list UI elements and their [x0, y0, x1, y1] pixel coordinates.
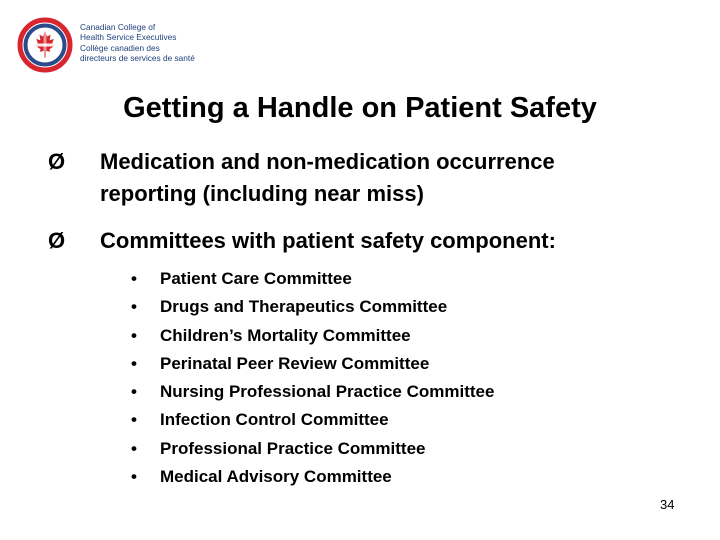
committee-name: Nursing Professional Practice Committee: [160, 382, 495, 402]
college-name-line-3: Collège canadien des: [80, 42, 160, 53]
college-logo: [16, 16, 195, 74]
committee-name: Children’s Mortality Committee: [160, 325, 411, 345]
list-item: [128, 322, 494, 350]
list-item: [128, 350, 494, 378]
page-number: 34: [660, 497, 675, 512]
list-item: [128, 293, 494, 321]
committee-name: Patient Care Committee: [160, 269, 352, 288]
arrow-bullet-icon: Ø: [48, 228, 66, 253]
bullet-line: Committees with patient safety component:: [100, 228, 556, 253]
list-item: [128, 435, 494, 463]
committee-name: Infection Control Committee: [160, 410, 389, 430]
list-item: [128, 378, 494, 406]
bullet-line: Medication and non-medication occurrence: [100, 149, 555, 174]
college-name-line-1: Canadian College of: [80, 22, 156, 32]
bullet-dot-icon: •: [131, 467, 137, 487]
bullet-dot-icon: •: [131, 410, 137, 430]
college-name: [80, 22, 195, 63]
bullet-dot-icon: •: [131, 382, 137, 402]
list-item: [128, 265, 494, 293]
list-item: [128, 463, 494, 491]
college-name-line-4: directeurs de services de santé: [80, 52, 195, 63]
arrow-bullet-icon: Ø: [48, 149, 66, 174]
bullet-dot-icon: •: [131, 297, 137, 317]
maple-leaf-emblem-icon: [16, 16, 76, 74]
bullet-dot-icon: •: [131, 353, 137, 373]
bullet-text: [100, 225, 556, 257]
committee-name: Professional Practice Committee: [160, 438, 426, 458]
bullet-dot-icon: •: [131, 438, 137, 458]
bullet-text: [100, 146, 555, 210]
list-item: [128, 406, 494, 434]
committee-name: Drugs and Therapeutics Committee: [160, 297, 448, 317]
slide-title: Getting a Handle on Patient Safety: [123, 92, 597, 124]
college-name-line-2: Health Service Executives: [80, 32, 177, 43]
committee-list: [128, 265, 494, 491]
committee-name: Medical Advisory Committee: [160, 467, 392, 487]
committee-name: Perinatal Peer Review Committee: [160, 353, 430, 373]
bullet-line: reporting (including near miss): [100, 181, 424, 206]
bullet-dot-icon: •: [131, 325, 137, 345]
bullet-dot-icon: •: [131, 269, 137, 288]
